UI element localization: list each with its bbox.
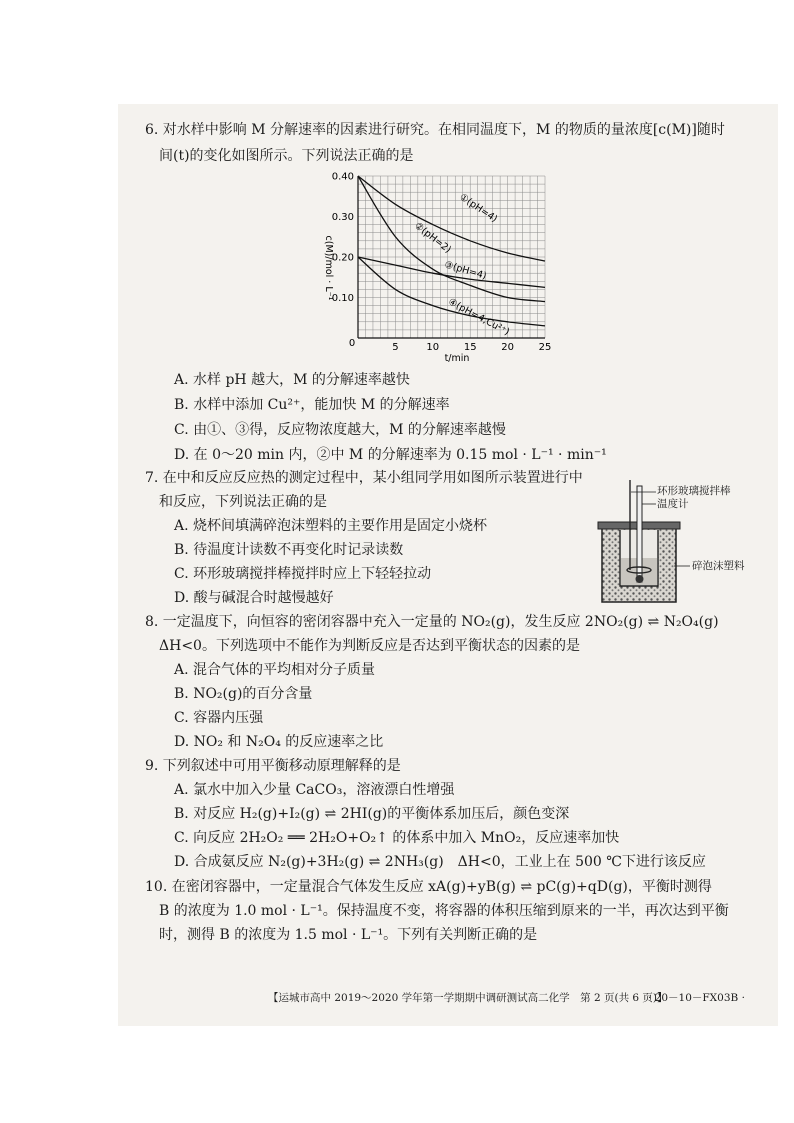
q9-option-d: D. 合成氨反应 N₂(g)+3H₂(g) ⇌ 2NH₃(g) ΔH<0，工业上在 500 ℃下进行该反应 bbox=[174, 854, 706, 870]
label-thermometer: 温度计 bbox=[657, 498, 689, 510]
q7-option-d: D. 酸与碱混合时越慢越好 bbox=[174, 590, 334, 606]
q8-option-b: B. NO₂(g)的百分含量 bbox=[174, 686, 313, 702]
q10-stem-line2: B 的浓度为 1.0 mol · L⁻¹。保持温度不变，将容器的体积压缩到原来的一半，再次达到平衡 bbox=[159, 903, 729, 919]
y-tick-label: 0.40 bbox=[331, 171, 354, 183]
q7-stem-line1: 7. 在中和反应反应热的测定过程中，某小组同学用如图所示装置进行中 bbox=[145, 470, 583, 486]
series-label: ①(pH=4) bbox=[457, 191, 500, 225]
q6-option-d: D. 在 0～20 min 内，②中 M 的分解速率为 0.15 mol · L⁻¹ · min⁻¹ bbox=[174, 447, 607, 463]
series-label: ④(pH=4,Cu²⁺) bbox=[446, 296, 512, 338]
x-tick-label: 5 bbox=[392, 342, 399, 353]
x-axis-label: t/min bbox=[444, 353, 470, 364]
q6-stem-line2: 间(t)的变化如图所示。下列说法正确的是 bbox=[159, 148, 414, 164]
q8-option-a: A. 混合气体的平均相对分子质量 bbox=[174, 662, 376, 678]
q8-option-d: D. NO₂ 和 N₂O₄ 的反应速率之比 bbox=[174, 734, 384, 750]
q9-option-c: C. 向反应 2H₂O₂ ══ 2H₂O+O₂↑ 的体系中加入 MnO₂，反应速率加快 bbox=[174, 830, 620, 846]
footer-code: · 20－10－FX03B · bbox=[648, 992, 745, 1004]
q7-stem-line2: 和反应，下列说法正确的是 bbox=[159, 494, 327, 510]
q8-option-c: C. 容器内压强 bbox=[174, 710, 264, 726]
y-axis-label: c(M)/mol · L⁻¹ bbox=[323, 235, 334, 301]
q8-stem-line1: 8. 一定温度下，向恒容的密闭容器中充入一定量的 NO₂(g)，发生反应 2NO₂(g) ⇌ N₂O₄(g) bbox=[145, 614, 719, 630]
q10-stem-line1: 10. 在密闭容器中，一定量混合气体发生反应 xA(g)+yB(g) ⇌ pC(g)+qD(g)，平衡时测得 bbox=[145, 879, 712, 895]
y-tick-label: 0.20 bbox=[331, 252, 354, 264]
x-tick-label: 15 bbox=[463, 342, 477, 353]
q6-stem-line1: 6. 对水样中影响 M 分解速率的因素进行研究。在相同温度下，M 的物质的量浓度[c(M)]随时 bbox=[145, 122, 725, 138]
series-label: ③(pH=4) bbox=[443, 259, 488, 282]
q6-option-c: C. 由①、③得，反应物浓度越大，M 的分解速率越慢 bbox=[174, 422, 506, 438]
footer-info: 【运城市高中 2019～2020 学年第一学期期中调研测试高二化学 第 2 页(共 6 页)】 bbox=[268, 992, 668, 1004]
chart-grid bbox=[358, 176, 545, 338]
q7-option-b: B. 待温度计读数不再变化时记录读数 bbox=[174, 542, 404, 558]
chart-labels bbox=[332, 172, 552, 354]
x-tick-label: 25 bbox=[538, 342, 552, 353]
q6-chart bbox=[300, 168, 565, 368]
q8-stem-line2: ΔH<0。下列选项中不能作为判断反应是否达到平衡状态的因素的是 bbox=[159, 638, 580, 654]
q9-option-b: B. 对反应 H₂(g)+I₂(g) ⇌ 2HI(g)的平衡体系加压后，颜色变深 bbox=[174, 806, 570, 822]
q9-option-a: A. 氯水中加入少量 CaCO₃，溶液漂白性增强 bbox=[174, 782, 455, 798]
x-tick-label: 20 bbox=[501, 342, 514, 353]
x-tick-label: 10 bbox=[426, 342, 440, 353]
q9-stem-line1: 9. 下列叙述中可用平衡移动原理解释的是 bbox=[145, 758, 401, 774]
q10-stem-line3: 时，测得 B 的浓度为 1.5 mol · L⁻¹。下列有关判断正确的是 bbox=[159, 927, 538, 943]
q6-option-a: A. 水样 pH 越大，M 的分解速率越快 bbox=[174, 372, 410, 388]
y-tick-label: 0.10 bbox=[331, 293, 354, 304]
q6-option-b: B. 水样中添加 Cu²⁺，能加快 M 的分解速率 bbox=[174, 397, 450, 413]
label-foam: 碎泡沫塑料 bbox=[692, 560, 745, 572]
label-stirrer: 环形玻璃搅拌棒 bbox=[657, 485, 731, 497]
origin-label: 0 bbox=[348, 338, 356, 349]
q7-option-c: C. 环形玻璃搅拌棒搅拌时应上下轻轻拉动 bbox=[174, 566, 432, 582]
y-tick-label: 0.30 bbox=[331, 212, 354, 223]
series-label: ②(pH=2) bbox=[412, 220, 453, 256]
q7-option-a: A. 烧杯间填满碎泡沫塑料的主要作用是固定小烧杯 bbox=[174, 518, 488, 534]
